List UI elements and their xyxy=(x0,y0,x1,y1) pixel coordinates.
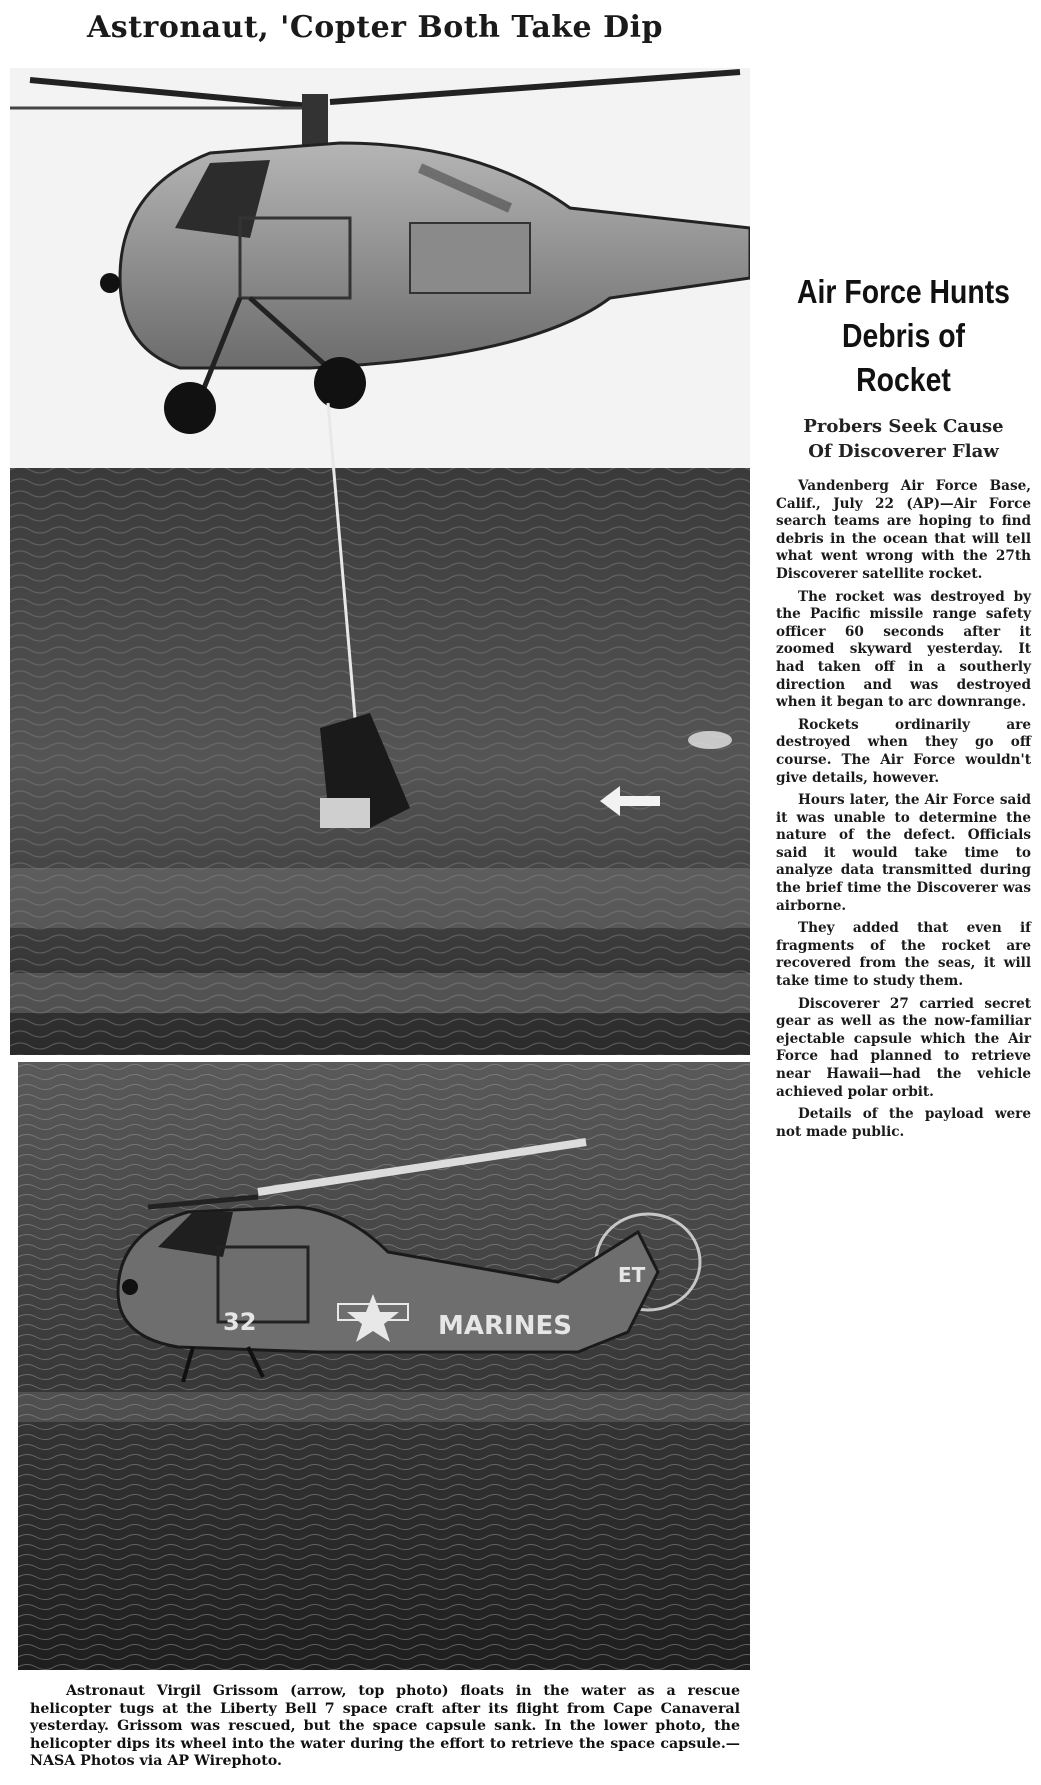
article-paragraph: They added that even if fragments of the rocket are recovered from the seas, it will take time to study them. xyxy=(776,920,1031,990)
top-photo xyxy=(10,68,750,1055)
marines-marking: MARINES xyxy=(438,1311,572,1341)
bottom-photo-image xyxy=(18,1062,750,1670)
photo-headline: Astronaut, 'Copter Both Take Dip xyxy=(87,10,663,45)
article-paragraph: Vandenberg Air Force Base, Calif., July 22 (AP)—Air Force search teams are hoping to find debris in the ocean that will tell what went wrong with the 27th Discoverer satellite rocket. xyxy=(776,478,1031,582)
article-paragraph: Hours later, the Air Force said it was unable to determine the nature of the defect. Officials said it would take time to analyze data transmitted during the brief time the Discoverer was airborne. xyxy=(776,792,1031,914)
article-body xyxy=(776,478,1031,1141)
photo-caption: Astronaut Virgil Grissom (arrow, top photo) floats in the water as a rescue helicopter tugs at the Liberty Bell 7 space craft after its flight from Cape Canaveral yesterday. Grissom was rescued, but the space capsule sank. In the lower photo, the helicopter dips its wheel into the water during the effort to retrieve the space capsule.—NASA Photos via AP Wirephoto. xyxy=(30,1683,740,1769)
tail-marking: ET xyxy=(618,1263,646,1287)
article-paragraph: The rocket was destroyed by the Pacific missile range safety officer 60 seconds after it zoomed skyward yesterday. It had taken off in a southerly direction and was destroyed when it began to arc downrange. xyxy=(776,588,1031,711)
article xyxy=(776,270,1031,1146)
article-paragraph: Rockets ordinarily are destroyed when they go off course. The Air Force wouldn't give details, however. xyxy=(776,716,1031,786)
top-photo-image xyxy=(10,68,750,1055)
article-paragraph: Details of the payload were not made public. xyxy=(776,1106,1031,1140)
article-subhead-line-2: Of Discoverer Flaw xyxy=(808,441,999,462)
article-headline-line-2: Debris of Rocket xyxy=(841,317,966,398)
article-paragraph: Discoverer 27 carried secret gear as well as the now-familiar ejectable capsule which the Air Force had planned to retrieve near Hawaii—had the vehicle achieved polar orbit. xyxy=(776,995,1031,1100)
article-headline-line-1: Air Force Hunts xyxy=(797,273,1010,310)
article-subhead-line-1: Probers Seek Cause xyxy=(803,416,1004,437)
article-headline xyxy=(794,270,1013,402)
bottom-photo xyxy=(18,1062,750,1670)
article-subhead xyxy=(776,414,1031,464)
helicopter-number: 32 xyxy=(223,1308,257,1336)
